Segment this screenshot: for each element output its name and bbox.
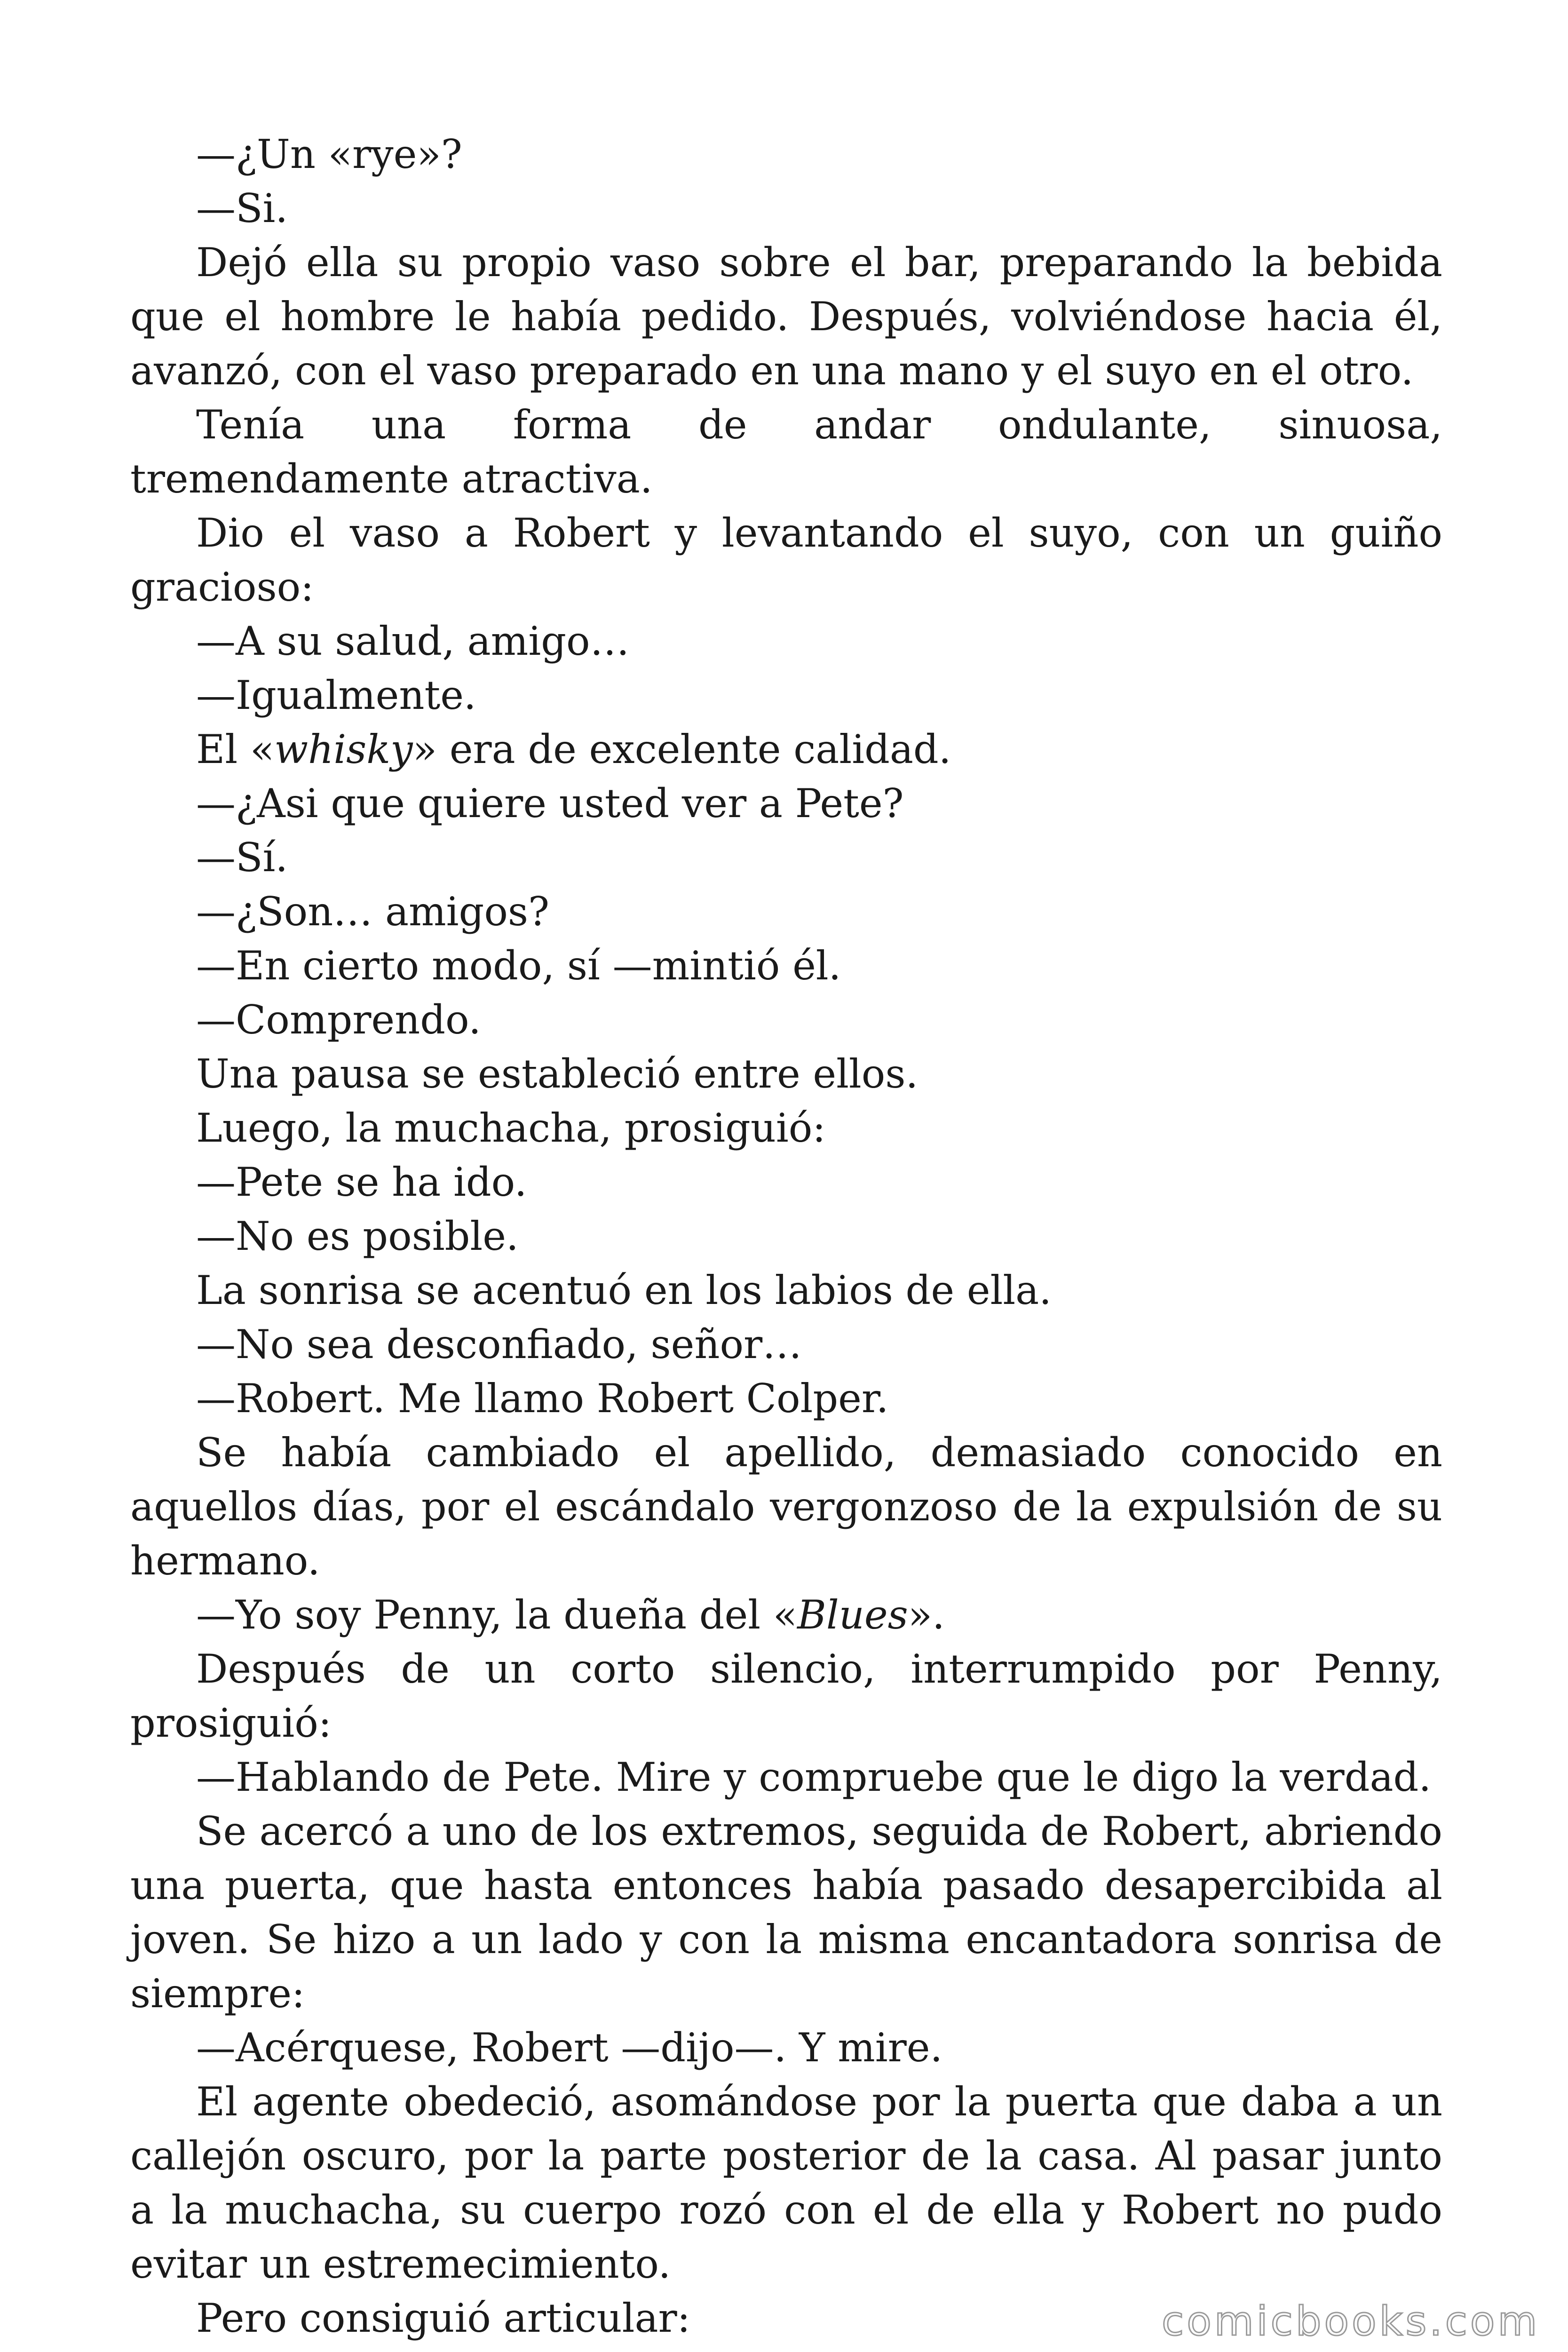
paragraph: Dio el vaso a Robert y levantando el suyo, con un guiño gracioso: (130, 510, 1442, 610)
paragraph: —Igualmente. (196, 672, 476, 718)
page-body-text (130, 127, 1442, 2345)
paragraph: —A su salud, amigo… (196, 618, 630, 664)
paragraph: Una pausa se estableció entre ellos. (196, 1051, 919, 1097)
paragraph: —No es posible. (196, 1213, 519, 1259)
italic-term: Blues (797, 1592, 908, 1638)
paragraph: —Hablando de Pete. Mire y compruebe que le digo la verdad. (196, 1754, 1432, 1800)
paragraph: La sonrisa se acentuó en los labios de ella. (196, 1267, 1052, 1313)
italic-term: whisky (274, 726, 413, 772)
paragraph: —Yo soy Penny, la dueña del «Blues». (196, 1592, 945, 1638)
paragraph: Dejó ella su propio vaso sobre el bar, preparando la bebida que el hombre le había pedido. Después, volviéndose hacia él, avanzó, con el vaso preparado en una mano y el suyo en el otro. (130, 239, 1442, 394)
paragraph: Tenía una forma de andar ondulante, sinuosa, tremendamente atractiva. (130, 402, 1442, 502)
watermark-logo: comicbooks.com (1162, 2298, 1540, 2345)
paragraph: —¿Son… amigos? (196, 889, 550, 935)
paragraph: Se había cambiado el apellido, demasiado conocido en aquellos días, por el escándalo vergonzoso de la expulsión de su hermano. (130, 1430, 1442, 1584)
paragraph: —En cierto modo, sí —mintió él. (196, 943, 841, 989)
paragraph: El agente obedeció, asomándose por la puerta que daba a un callejón oscuro, por la parte posterior de la casa. Al pasar junto a la muchacha, su cuerpo rozó con el de ella y Robert no pudo evitar un estremecimiento. (130, 2079, 1442, 2287)
paragraph: —Pete se ha ido. (196, 1159, 527, 1205)
paragraph: —Sí. (196, 834, 288, 881)
paragraph: Se acercó a uno de los extremos, seguida de Robert, abriendo una puerta, que hasta entonces había pasado desapercibida al joven. Se hizo a un lado y con la misma encantadora sonrisa de siempre: (130, 1808, 1442, 2017)
paragraph: Luego, la muchacha, prosiguió: (196, 1105, 826, 1151)
paragraph: —¿Asi que quiere usted ver a Pete? (196, 780, 904, 826)
paragraph: —¿Un «rye»? (196, 131, 462, 177)
paragraph: —No sea desconfiado, señor… (196, 1321, 802, 1367)
paragraph: —Acérquese, Robert —dijo—. Y mire. (196, 2025, 943, 2071)
paragraph: —Robert. Me llamo Robert Colper. (196, 1375, 889, 1422)
paragraph: El «whisky» era de excelente calidad. (196, 726, 951, 772)
paragraph: —Si. (196, 185, 288, 231)
paragraph: —Comprendo. (196, 997, 481, 1043)
paragraph: Pero consiguió articular: (196, 2295, 690, 2341)
paragraph: Después de un corto silencio, interrumpido por Penny, prosiguió: (130, 1646, 1442, 1746)
